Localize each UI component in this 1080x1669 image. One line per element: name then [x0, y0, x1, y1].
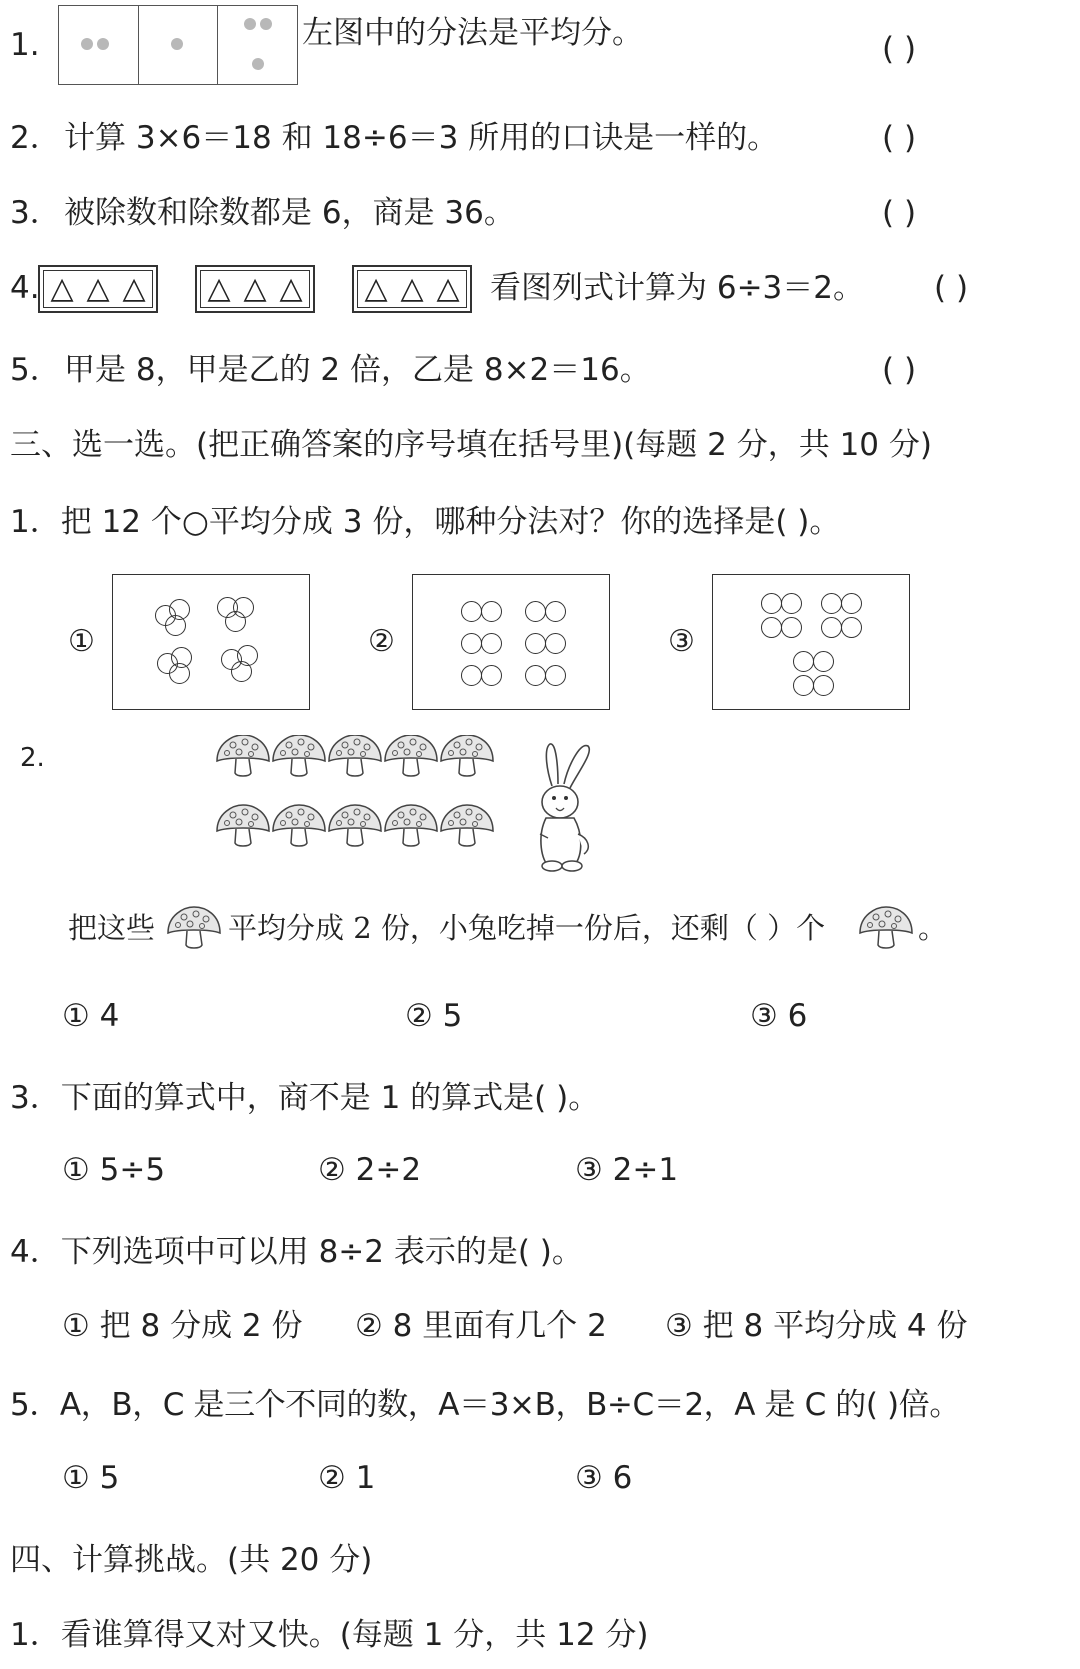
item-text: 计算 3×6＝18 和 18÷6＝3 所用的口诀是一样的。 — [64, 120, 779, 156]
section-3-heading: 三、选一选。(把正确答案的序号填在括号里)(每题 2 分，共 10 分) — [10, 427, 932, 463]
q2-option-3[interactable]: ③ 6 — [750, 998, 808, 1034]
q4-option-1[interactable]: ① 把 8 分成 2 份 — [62, 1308, 303, 1344]
triangle-icon: △ — [122, 271, 146, 306]
q5-option-3[interactable]: ③ 6 — [575, 1460, 633, 1496]
dot-cell-2 — [139, 6, 219, 84]
dot-cell-1 — [59, 6, 139, 84]
judge-item-5 — [0, 350, 1080, 410]
mushroom-icon — [273, 805, 325, 846]
judge-item-1 — [0, 5, 1080, 65]
circle-icon — [481, 665, 502, 686]
circle-icon — [525, 665, 546, 686]
mushroom-icon — [441, 805, 493, 846]
circle-icon — [781, 617, 802, 638]
circle-icon — [481, 633, 502, 654]
q2-sentence-middle: 平均分成 2 份，小兔吃掉一份后，还剩（ ）个 — [228, 911, 826, 945]
judge-item-3 — [0, 193, 1080, 253]
circle-icon — [225, 611, 246, 632]
dot — [171, 38, 183, 50]
mushroom-icon — [385, 735, 437, 776]
circle-icon — [461, 601, 482, 622]
circle-icon — [165, 615, 186, 636]
mushroom-icon — [217, 735, 269, 776]
circle-icon — [461, 633, 482, 654]
mushroom-group — [215, 735, 505, 875]
q1-text: 1．把 12 个○平均分成 3 份，哪种分法对？你的选择是( )。 — [10, 504, 841, 540]
circle-icon — [813, 675, 834, 696]
circle-icon — [545, 601, 566, 622]
judge-item-2 — [0, 118, 1080, 178]
item-text: 左图中的分法是平均分。 — [302, 15, 643, 51]
q5-text: 5．A，B，C 是三个不同的数，A＝3×B，B÷C＝2，A 是 C 的( )倍。 — [10, 1387, 960, 1423]
q3-option-2[interactable]: ② 2÷2 — [318, 1152, 422, 1188]
triangle-group-3 — [352, 265, 472, 313]
section-4-heading: 四、计算挑战。(共 20 分) — [10, 1542, 373, 1578]
mushroom-icon — [441, 735, 493, 776]
q4-option-3[interactable]: ③ 把 8 平均分成 4 份 — [665, 1308, 968, 1344]
mushroom-icon — [217, 805, 269, 846]
circle-icon — [481, 601, 502, 622]
option-marker[interactable]: ③ — [668, 624, 695, 659]
item-number: 5． — [10, 352, 61, 388]
dot — [252, 58, 264, 70]
circle-icon — [761, 617, 782, 638]
triangle-icon: △ — [364, 271, 388, 306]
circle-icon — [545, 633, 566, 654]
mushroom-icon — [858, 900, 914, 958]
item-text: 看图列式计算为 6÷3＝2。 — [490, 270, 864, 306]
option-2-figure — [412, 574, 610, 710]
option-1-figure — [112, 574, 310, 710]
mushroom-icon — [329, 805, 381, 846]
circle-icon — [841, 617, 862, 638]
q2-number: 2. — [20, 743, 45, 773]
circle-icon — [793, 675, 814, 696]
circle-icon — [813, 651, 834, 672]
triangle-icon: △ — [279, 271, 303, 306]
q3-option-3[interactable]: ③ 2÷1 — [575, 1152, 679, 1188]
q4-option-2[interactable]: ② 8 里面有几个 2 — [355, 1308, 607, 1344]
triangle-icon: △ — [50, 271, 74, 306]
circle-icon — [545, 665, 566, 686]
rabbit-icon — [528, 738, 598, 878]
option-marker[interactable]: ① — [68, 624, 95, 659]
q5-option-2[interactable]: ② 1 — [318, 1460, 376, 1496]
judge-item-4 — [0, 265, 1080, 325]
triangle-group-1 — [38, 265, 158, 313]
circle-icon — [461, 665, 482, 686]
q4-text: 4．下列选项中可以用 8÷2 表示的是( )。 — [10, 1234, 583, 1270]
item-number: 3． — [10, 195, 61, 231]
triangle-icon: △ — [207, 271, 231, 306]
circle-icon — [821, 617, 842, 638]
dot — [260, 18, 272, 30]
item-number: 2． — [10, 120, 61, 156]
mushroom-icon — [166, 900, 222, 958]
circle-icon — [761, 593, 782, 614]
dot — [97, 38, 109, 50]
section-4-q1: 1．看谁算得又对又快。(每题 1 分，共 12 分) — [10, 1617, 649, 1653]
q2-option-2[interactable]: ② 5 — [405, 998, 463, 1034]
option-marker[interactable]: ② — [368, 624, 395, 659]
circle-icon — [841, 593, 862, 614]
mushroom-icon — [385, 805, 437, 846]
q2-sentence-start: 把这些 — [68, 911, 156, 945]
circle-icon — [525, 633, 546, 654]
option-3-figure — [712, 574, 910, 710]
answer-blank[interactable]: ( ) — [882, 120, 917, 156]
answer-blank[interactable]: ( ) — [882, 195, 917, 231]
triangle-icon: △ — [436, 271, 460, 306]
circle-icon — [525, 601, 546, 622]
circle-icon — [169, 663, 190, 684]
q3-text: 3．下面的算式中，商不是 1 的算式是( )。 — [10, 1080, 600, 1116]
item-text: 被除数和除数都是 6，商是 36。 — [64, 195, 515, 231]
triangle-icon: △ — [400, 271, 424, 306]
q1-options — [0, 574, 1080, 714]
q2-sentence-end: 。 — [918, 911, 948, 945]
circle-icon — [231, 661, 252, 682]
answer-blank[interactable]: ( ) — [882, 31, 917, 67]
mushroom-icon — [273, 735, 325, 776]
triangle-icon: △ — [86, 271, 110, 306]
mushroom-icon — [329, 735, 381, 776]
item-number: 1. — [10, 27, 40, 63]
q3-option-1[interactable]: ① 5÷5 — [62, 1152, 166, 1188]
dot — [81, 38, 93, 50]
q2-sentence — [68, 900, 1068, 960]
answer-blank[interactable]: ( ) — [882, 352, 917, 388]
q2-option-1[interactable]: ① 4 — [62, 998, 120, 1034]
answer-blank[interactable]: ( ) — [934, 270, 969, 306]
triangle-group-2 — [195, 265, 315, 313]
dot-division-figure — [58, 5, 298, 85]
item-text: 甲是 8，甲是乙的 2 倍，乙是 8×2＝16。 — [64, 352, 651, 388]
dot-cell-3 — [218, 6, 297, 84]
circle-icon — [781, 593, 802, 614]
triangle-icon: △ — [243, 271, 267, 306]
circle-icon — [793, 651, 814, 672]
dot — [244, 18, 256, 30]
item-number: 4. — [10, 270, 40, 306]
q5-option-1[interactable]: ① 5 — [62, 1460, 120, 1496]
circle-icon — [821, 593, 842, 614]
